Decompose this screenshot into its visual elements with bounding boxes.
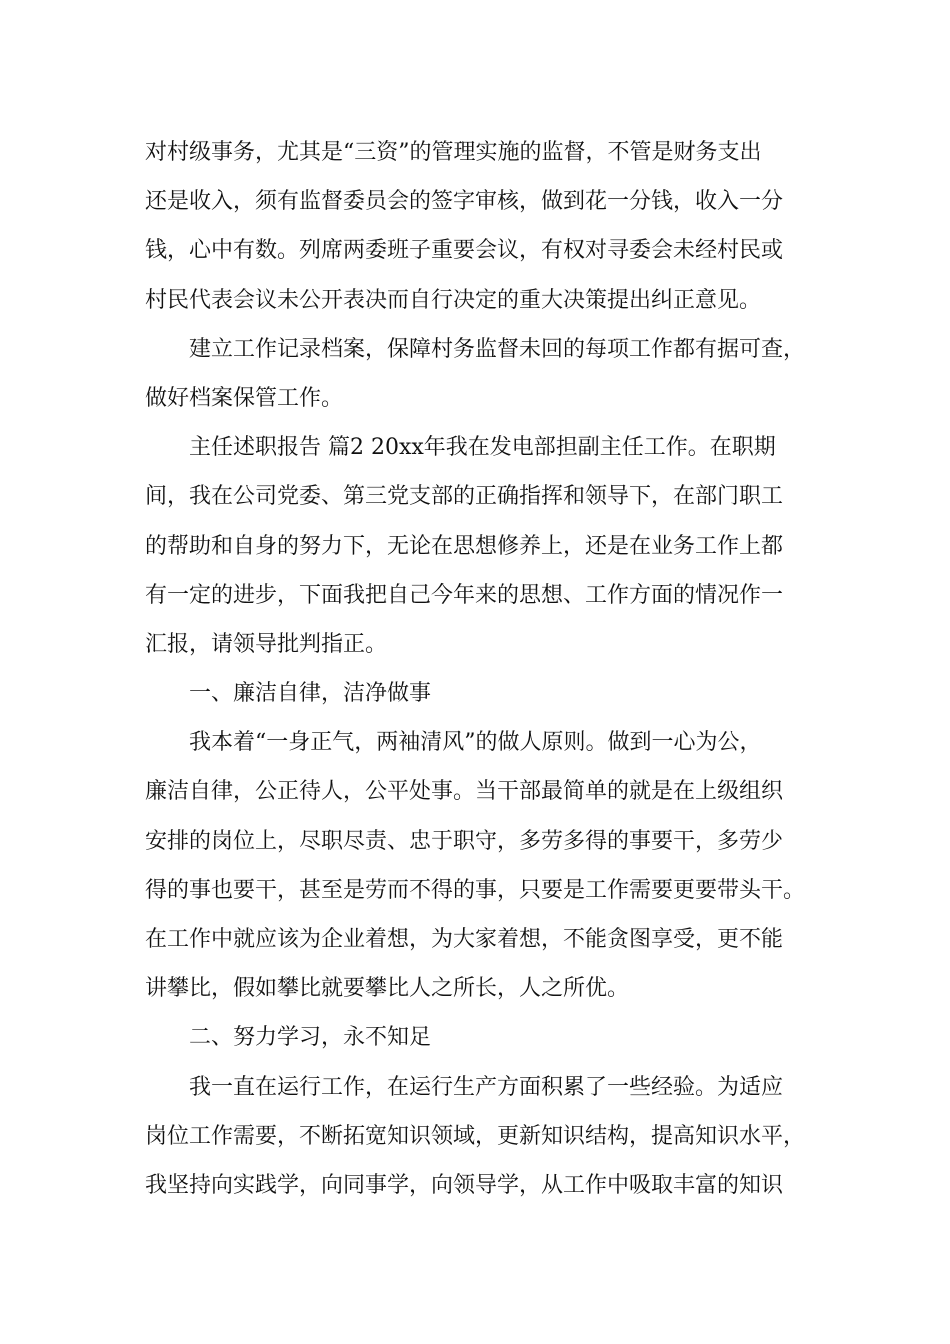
text-line: 的帮助和自身的努力下，无论在思想修养上，还是在业务工作上都	[145, 533, 784, 559]
document-body	[145, 128, 825, 1210]
text-line: 汇报，请领导批判指正。	[145, 631, 388, 657]
text-line: 我一直在运行工作，在运行生产方面积累了一些经验。为适应	[189, 1074, 784, 1100]
text-line: 廉洁自律，公正待人，公平处事。当干部最简单的就是在上级组织	[145, 779, 784, 805]
text-line: 得的事也要干，甚至是劳而不得的事，只要是工作需要更要带头干。	[145, 877, 806, 903]
text-line: 钱，心中有数。列席两委班子重要会议，有权对寻委会未经村民或	[145, 238, 784, 264]
text-line: 对村级事务，尤其是“三资”的管理实施的监督，不管是财务支出	[145, 140, 762, 165]
text-line: 岗位工作需要，不断拓宽知识领域，更新知识结构，提高知识水平，	[145, 1123, 806, 1149]
text-line: 还是收入，须有监督委员会的签字审核，做到花一分钱，收入一分	[145, 189, 784, 215]
text-line: 安排的岗位上，尽职尽责、忠于职守，多劳多得的事要干，多劳少	[145, 828, 784, 854]
text-line: 一、廉洁自律，洁净做事	[189, 681, 432, 707]
text-line: 在工作中就应该为企业着想，为大家着想，不能贪图享受，更不能	[145, 927, 784, 952]
text-line: 我本着“一身正气，两袖清风”的做人原则。做到一心为公，	[189, 730, 762, 756]
text-line: 讲攀比，假如攀比就要攀比人之所长，人之所优。	[145, 976, 630, 1002]
text-line: 二、努力学习，永不知足	[189, 1025, 432, 1051]
text-line: 主任述职报告 篇2 20xx年我在发电部担副主任工作。在职期	[189, 435, 776, 461]
text-line: 建立工作记录档案，保障村务监督未回的每项工作都有据可查，	[189, 336, 806, 362]
text-line: 村民代表会议未公开表决而自行决定的重大决策提出纠正意见。	[145, 287, 762, 313]
text-line: 我坚持向实践学，向同事学，向领导学，从工作中吸取丰富的知识	[145, 1172, 784, 1198]
text-line: 有一定的进步，下面我把自己今年来的思想、工作方面的情况作一	[145, 582, 784, 608]
text-line: 间，我在公司党委、第三党支部的正确指挥和领导下，在部门职工	[145, 484, 784, 510]
text-line: 做好档案保管工作。	[145, 385, 344, 411]
